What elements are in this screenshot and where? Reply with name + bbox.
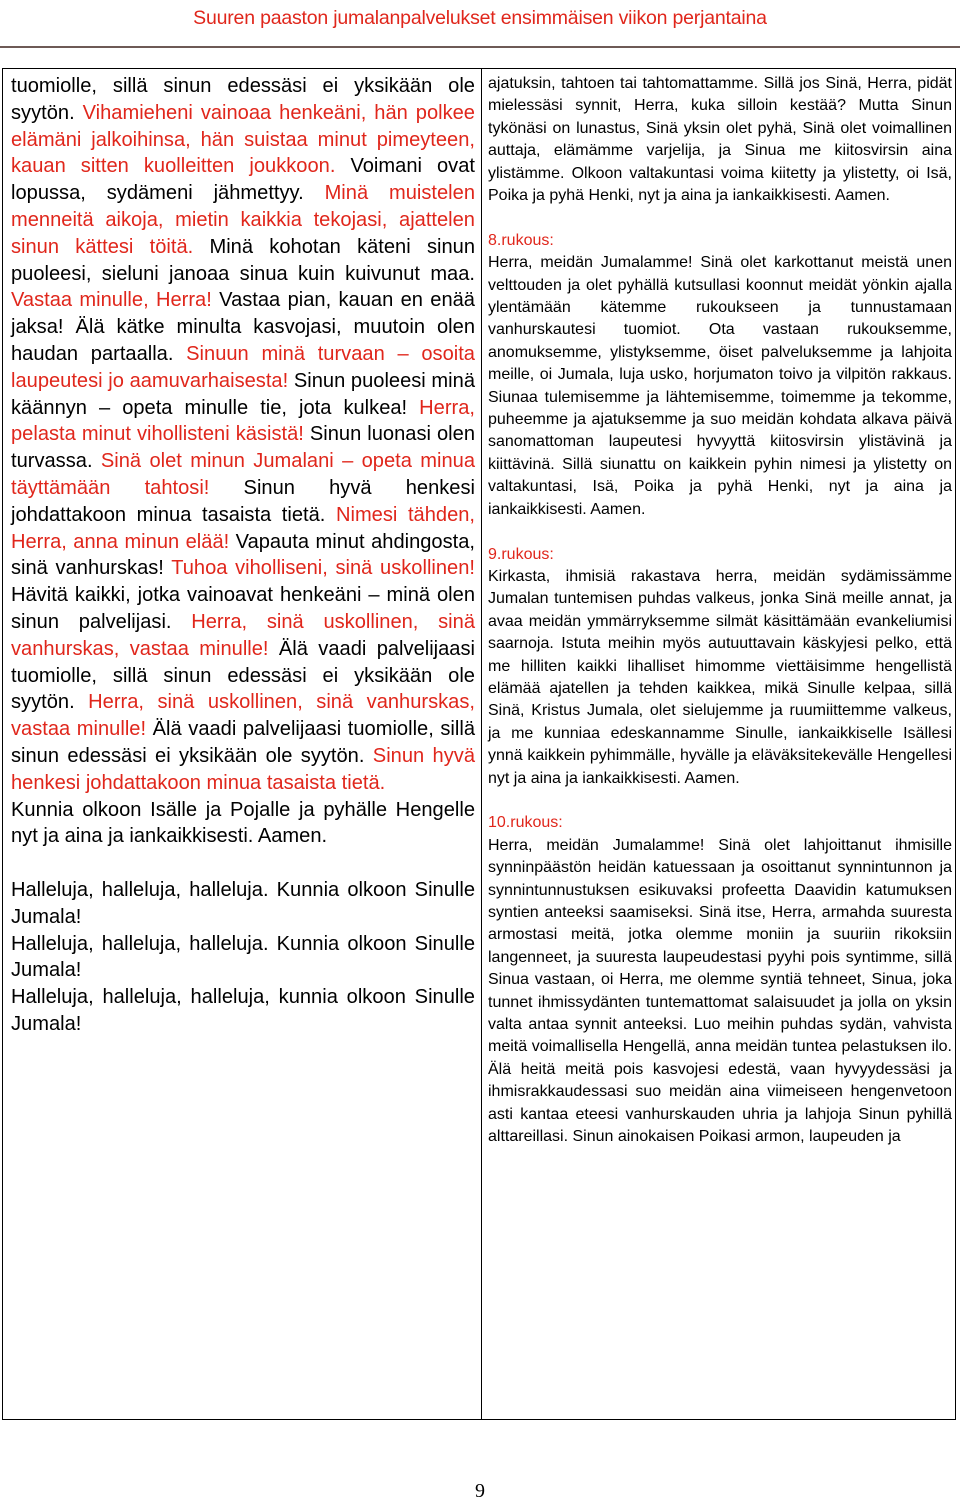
halleluja-line: Halleluja, halleluja, halleluja, kunnia olkoon Sinulle Jumala! (11, 986, 475, 1035)
psalm-text (11, 73, 475, 797)
psalm-verse: Älä vaadi palvelijaasi tuomiolle, sillä sinun edessäsi ei yksikään ole syytön. (11, 718, 476, 767)
psalm-verse: Voimani ovat lopussa, sydämeni jähmettyy. (11, 155, 475, 205)
page-number: 9 (475, 1480, 485, 1502)
prayer-8-text: Herra, meidän Jumalamme! Sinä olet karkottanut meistä unen velttouden ja olet pyhällä kutsullasi koonnut meidät yönkin ajalla ylentämään kätemme rukoukseen ja tunnustamaan vanhurskautesi tuomiot. Ota vastaan rukouksemme, anomuksemme, ylistyksemme, öiset palveluksemme ja lahjoita meille, oi Jumala, luja usko, horjumaton toivo ja vilpitön rakkaus. Siunaa tulemisemme ja lähtemisemme, toimemme ja tekomme, puheemme ja ajatuksemme ja suo meidän kohdata alkava päivä sanomattoman laupeutesi hyvyyttä kiitosvirsin ylistävinä ja kiittävinä. Sillä siunattu on kaikkein pyhin nimesi ja ylistetty on valtakuntasi, Isä, Poika ja pyhä Henki, nyt ja aina ja iankaikkisesti. Aamen. (488, 254, 952, 518)
psalm-verse: Älä vaadi palvelijaasi tuomiolle, sillä sinun edessäsi ei yksikään ole syytön. (11, 637, 475, 714)
intro-sentence: Mutta Sinun tykönäsi on lunastus, Sinä yksin olet pyhä, Sinä olet voimallinen auttaja, elämämme varjelija, ja Sinua me kiitosvirsin aina ylistämme. Olkoon valtakuntasi voima kiitetty ja ylistetty, oi Isä, Poika ja pyhä Henki, nyt ja aina ja iankaikkisesti. Aamen. (488, 97, 952, 205)
gloria-text: Kunnia olkoon Isälle ja Pojalle ja pyhälle Hengelle nyt ja aina ja iankaikkisesti. Aamen. (11, 798, 475, 848)
psalm-verse: Hävitä kaikki, jotka vainoavat henkeäni – minä olen sinun palvelijasi. (11, 584, 475, 633)
halleluja-line: Halleluja, halleluja, halleluja. Kunnia olkoon Sinulle Jumala! (11, 932, 475, 982)
intro-sentence: ajatuksin, tahtoen tai tahtomattamme. (488, 75, 764, 92)
psalm-verse: Vihamieheni vainoaa henkeäni, hän polkee elämäni jalkoihinsa, hän suistaa minut pimeyteen, kauan sitten kuolleitten joukkoon. (11, 101, 475, 178)
spacer (11, 850, 475, 877)
psalm-verse: Vastaa minulle, Herra! (11, 289, 220, 312)
prayer-9-text: Kirkasta, ihmisiä rakastava herra, meidän sydämissämme Jumalan tuntemisen puhdas valkeus, jonka Sinä meille annat, ja avaa meidän ymmärryksemme silmät käsittämään evankeliumisi saarnoja. Istuta meihin myös autuuttavain käskyjesi pelko, että me hilliten kaikki lihalliset himomme viettäisimme hengellistä elämää ajatellen ja tehden kaikkea, mikä Sinulle kelpaa, sillä Sinä, Kristus Jumala, olet sielujemme ja ruumiittemme valkeus, ja me kunniaa edeskannamme Sinulle, iankaikkiselle Isällesi ynnä kaikkein pyhimmälle, hyvälle ja eläväksitekevälle Hengellesi nyt ja aina ja iankaikkisesti. Aamen. (488, 567, 952, 787)
right-column (488, 73, 952, 1148)
spacer (488, 521, 952, 543)
psalm-verse: tuomiolle, sillä sinun edessäsi ei yksikään ole syytön. (11, 75, 475, 124)
psalm-verse: Tuhoa viholliseni, sinä uskollinen! (171, 557, 475, 580)
psalm-verse: Nimesi tähden, Herra, anna minun elää! (11, 503, 475, 553)
prayer-intro-text (488, 73, 952, 207)
header-divider (0, 46, 960, 48)
psalm-verse: Sinä olet minun Jumalani – opeta minua täyttämään tahtosi! (11, 450, 475, 499)
column-divider (481, 69, 482, 1419)
left-column (11, 73, 475, 1038)
psalm-verse: Herra, sinä uskollinen, sinä vanhurskas, vastaa minulle! (11, 691, 475, 741)
psalm-verse: Minä kohotan käteni sinun puoleesi, sieluni janoaa sinua kuin kuivunut maa. (11, 235, 476, 285)
prayer-10-heading: 10.rukous: (488, 814, 563, 832)
psalm-verse: Herra, pelasta minut vihollisteni käsistä! (11, 396, 475, 446)
psalm-verse: Vastaa pian, kauan en enää jaksa! Älä kätke minulta kasvojasi, muutoin olen haudan partaalla. (11, 289, 475, 365)
halleluja-line: Halleluja, halleluja, halleluja. Kunnia olkoon Sinulle Jumala! (11, 878, 475, 928)
prayer-8-heading: 8.rukous: (488, 231, 554, 249)
prayer-10-text: Herra, meidän Jumalamme! Sinä olet lahjoittanut ihmisille synninpäästön heidän katuessaan ja osoittanut synnintunnon ja synnintunnustuksen esikuvaksi profeetta Daavidin katumuksen syntien anteeksi saamiseksi. Sinä itse, Herra, armahda suuresta armostasi meitä, jotka olemme moniin ja suuriin rikoksiin langenneet, ja suuresta laupeudestasi pyyhi pois syntimme, sillä Sinua vastaan, oi Herra, me olemme syntiä tehneet, Sinua, joka tunnet ihmissydänten tuntemattomat salaisuudet ja jolla on yksin valta antaa synnit anteeksi. Luo meihin puhdas sydän, vahvista meitä voimallisella Hengellä, anna meidän tuntea pelastuksen ilo. Älä heitä meitä pois kasvojesi edestä, vaan hyvyydessäsi ja ihmisrakkaudessasi suo meidän aina viimeiseen hengenvetoon asti kantaa eteesi vanhurskauden uhria ja lahjoja Sinun pyhillä alttareillasi. Sinun ainokaisen Poikasi armon, laupeuden ja (488, 836, 952, 1146)
page-header-title: Suuren paaston jumalanpalvelukset ensimmäisen viikon perjantaina (193, 7, 767, 29)
intro-sentence: Sillä jos Sinä, Herra, pidät mielessäsi synnit, Herra, kuka silloin kestää? (488, 75, 952, 115)
spacer (488, 790, 952, 812)
prayer-9-heading: 9.rukous: (488, 545, 554, 563)
psalm-verse: Herra, sinä uskollinen, sinä vanhurskas, vastaa minulle! (11, 610, 475, 660)
psalm-verse: Minä muistelen menneitä aikoja, mietin kaikkia tekojasi, ajattelen sinun kättesi töitä. (11, 182, 475, 258)
psalm-verse: Sinuun minä turvaan – osoita laupeutesi jo aamuvarhaisesta! (11, 342, 475, 392)
psalm-verse: Sinun puoleesi minä käännyn – opeta minulle tie, jota kulkea! (11, 369, 475, 419)
psalm-verse: Vapauta minut ahdingosta, sinä vanhurskas! (11, 530, 475, 580)
spacer (488, 207, 952, 229)
psalm-verse: Sinun hyvä henkesi johdattakoon minua tasaista tietä. (11, 476, 475, 526)
two-column-text-table (2, 68, 956, 1420)
psalm-verse: Sinun hyvä henkesi johdattakoon minua tasaista tietä. (11, 744, 475, 794)
psalm-verse: Sinun luonasi olen turvassa. (11, 423, 475, 473)
